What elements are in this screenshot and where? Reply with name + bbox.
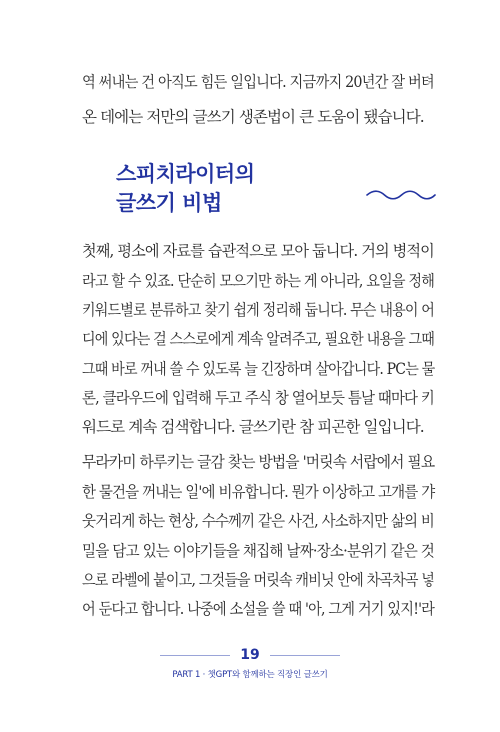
body-line-7: 워드로 계속 검색합니다. 글쓰기란 참 피곤한 일입니다. [82,418,424,436]
body-line-5: 그때 바로 꺼내 쓸 수 있도록 늘 긴장하며 살아갑니다. PC는 물 [82,360,435,378]
body-line-6: 론, 클라우드에 입력해 두고 주식 창 열어보듯 틈날 때마다 키 [82,389,435,407]
body-line-13: 어 둔다고 합니다. 나중에 소설을 쓸 때 '아, 그게 거기 있지!'라 [82,600,435,618]
body-line-4: 디에 있다는 걸 스스로에게 계속 알려주고, 필요한 내용을 그때 [82,330,435,348]
body-line-1: 첫째, 평소에 자료를 습관적으로 모아 둡니다. 거의 병적이 [82,242,434,260]
running-footer: PART 1 · 챗GPT와 함께하는 직장인 글쓰기 [172,670,328,680]
body-line-11: 밀을 담고 있는 이야기들을 채집해 날짜·장소·분위기 같은 것 [82,542,435,560]
footer-rule-left [160,655,230,656]
section-title-line-1: 스피치라이터의 [116,162,255,186]
wave-ornament-icon [366,189,436,205]
body-line-10: 웃거리게 하는 현상, 수수께끼 같은 사건, 사소하지만 삶의 비 [82,512,435,530]
section-title-line-2: 글쓰기 비법 [116,191,222,215]
intro-line-2: 온 데에는 저만의 글쓰기 생존법이 큰 도움이 됐습니다. [82,108,424,126]
footer-rule-right [270,655,340,656]
body-line-3: 키워드별로 분류하고 찾기 쉽게 정리해 둡니다. 무슨 내용이 어 [82,301,435,319]
body-line-12: 으로 라벨에 붙이고, 그것들을 머릿속 캐비닛 안에 차곡차곡 넣 [82,571,435,589]
body-line-9: 한 물건을 꺼내는 일'에 비유합니다. 뭔가 이상하고 고개를 갸 [82,483,435,501]
body-line-2: 라고 할 수 있죠. 단순히 모으기만 하는 게 아니라, 요일을 정해 [82,272,435,290]
body-line-8: 무라카미 하루키는 글감 찾는 방법을 '머릿속 서랍에서 필요 [82,453,435,471]
page-number: 19 [240,647,260,663]
intro-line-1: 역 써내는 건 아직도 힘든 일입니다. 지금까지 20년간 잘 버텨 [82,73,434,91]
